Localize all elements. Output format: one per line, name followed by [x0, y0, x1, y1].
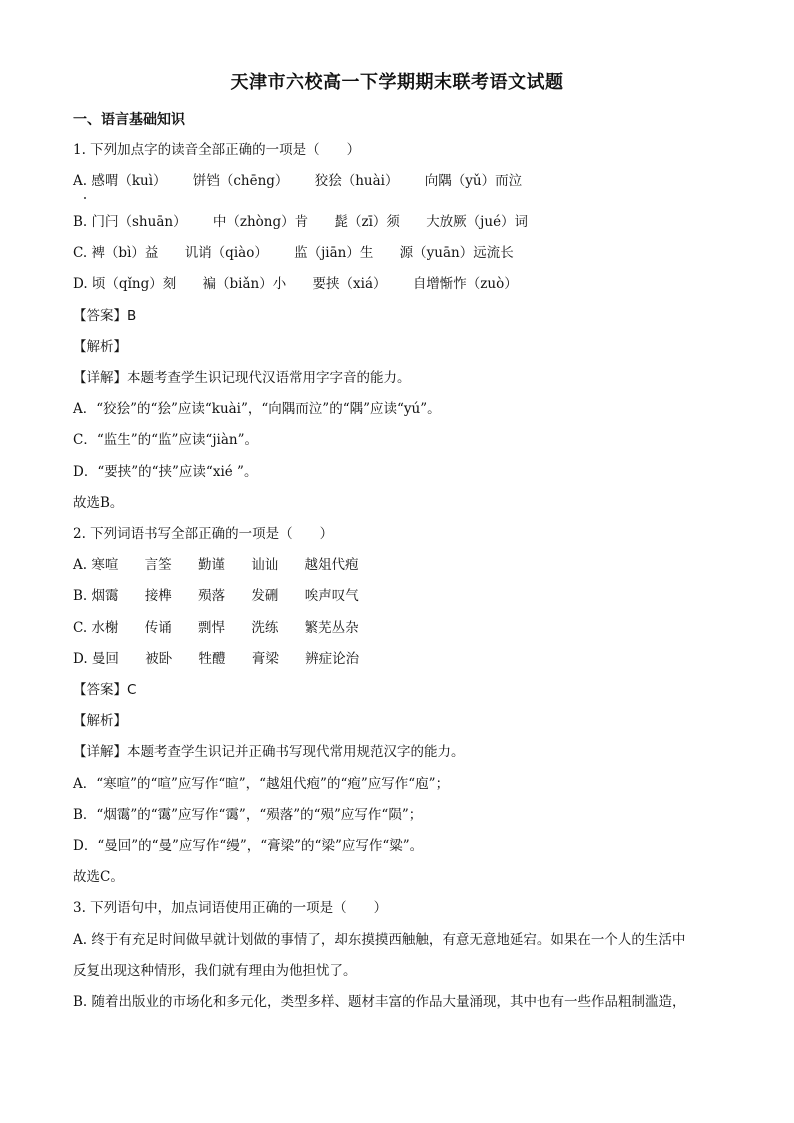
- q1-b-4: 大放厥（jué）词: [426, 214, 529, 230]
- q1-stem: 1. 下列加点字的读音全部正确的一项是（ ）: [73, 142, 361, 158]
- q3-option-a-line1: A. 终于有充足时间做早就计划做的事情了，却东摸摸西触触，有意无意地延宕。如果在一个人的生活中: [73, 932, 686, 948]
- q1-a-4: 向隅（yǔ）而泣: [424, 173, 523, 189]
- q1-d-2: 褊（biǎn）小: [202, 276, 287, 292]
- q1-b-3: 髭（zī）须: [334, 214, 400, 230]
- q2-conclusion: 故选C。: [73, 869, 124, 885]
- q2-stem: 2. 下列词语书写全部正确的一项是（ ）: [73, 526, 334, 542]
- q1-b-1: B. 门闩（shuān）: [73, 214, 187, 230]
- q2-d-4: 膏梁: [251, 651, 279, 667]
- q1-option-b: [73, 213, 528, 231]
- q2-a-4: 讪讪: [251, 557, 279, 573]
- q1-b-2: 中（zhòng）肯: [212, 214, 309, 230]
- q2-explanation-b: B．“烟霭”的“霭”应写作“霭”，“殒落”的“殒”应写作“陨”；: [73, 807, 423, 823]
- q2-c-2: 传诵: [144, 620, 172, 636]
- q3-stem: 3. 下列语句中，加点词语使用正确的一项是（ ）: [73, 900, 388, 916]
- q2-a-3: 勤谨: [197, 557, 225, 573]
- q2-option-c: [73, 619, 359, 637]
- q1-d-3: 要挟（xiá）: [312, 276, 387, 292]
- q1-analysis-label: 【解析】: [73, 339, 127, 355]
- q2-explanation-a: A．“寒喧”的“喧”应写作“暄”，“越俎代疱”的“疱”应写作“庖”；: [73, 776, 450, 792]
- q2-analysis-label: 【解析】: [73, 713, 127, 729]
- q2-detail: 【详解】本题考查学生识记并正确书写现代常用规范汉字的能力。: [73, 744, 465, 760]
- q1-d-1: D. 顷（qǐng）刻: [73, 276, 177, 292]
- q2-b-4: 发硎: [251, 588, 279, 604]
- q2-b-2: 接榫: [144, 588, 172, 604]
- q1-explanation-a: A．“狡狯”的“狯”应读“kuài”，“向隅而泣”的“隅”应读“yú”。: [73, 401, 441, 417]
- q2-d-3: 牲醴: [198, 651, 226, 667]
- q1-a-2: 饼铛（chēng）: [192, 173, 289, 189]
- q2-a-2: 言筌: [144, 557, 172, 573]
- q1-answer: 【答案】B: [73, 308, 137, 324]
- q2-c-5: 繁芜丛杂: [304, 620, 359, 636]
- section-heading: 一、语言基础知识: [73, 112, 185, 128]
- q2-d-5: 辨症论治: [305, 651, 360, 667]
- q1-c-1: C. 裨（bì）益: [73, 245, 159, 261]
- q1-conclusion: 故选B。: [73, 495, 124, 511]
- q2-option-a: [73, 556, 359, 574]
- q1-a-1: A. 感喟（kuì）: [73, 173, 167, 189]
- q1-c-2: 讥诮（qiào）: [184, 245, 268, 261]
- page-title: 天津市六校高一下学期期末联考语文试题: [230, 72, 564, 93]
- q1-option-d: [73, 275, 518, 293]
- q3-option-a-line2: 反复出现这种情形，我们就有理由为他担忧了。: [73, 963, 357, 979]
- q2-b-5: 唉声叹气: [304, 588, 359, 604]
- q1-d-4: 自增惭怍（zuò）: [412, 276, 518, 292]
- q1-c-3: 监（jiān）生: [294, 245, 374, 261]
- q2-c-3: 剽悍: [198, 620, 226, 636]
- q2-a-1: A. 寒喧: [73, 557, 119, 573]
- q2-explanation-d: D．“曼回”的“曼”应写作“缦”，“膏梁”的“梁”应写作“粱”。: [73, 838, 424, 854]
- q2-d-1: D. 曼回: [73, 651, 119, 667]
- q3-option-b-line1: B. 随着出版业的市场化和多元化，类型多样、题材丰富的作品大量涌现，其中也有一些作品粗制滥造，: [73, 994, 686, 1010]
- emphasis-dot: [84, 197, 86, 199]
- q2-b-1: B. 烟霭: [73, 588, 119, 604]
- q2-a-5: 越俎代疱: [304, 557, 359, 573]
- q2-option-d: [73, 650, 359, 668]
- q2-b-3: 殒落: [198, 588, 226, 604]
- q2-c-4: 洗练: [251, 620, 279, 636]
- q1-a-3: 狡狯（huài）: [314, 173, 399, 189]
- q1-option-a: [73, 172, 522, 190]
- q1-explanation-c: C．“监生”的“监”应读“jiàn”。: [73, 432, 258, 448]
- q1-explanation-d: D．“要挟”的“挟”应读“xié ”。: [73, 464, 258, 480]
- q1-detail: 【详解】本题考查学生识记现代汉语常用字字音的能力。: [73, 370, 411, 386]
- q2-option-b: [73, 587, 359, 605]
- q1-c-4: 源（yuān）远流长: [399, 245, 514, 261]
- q1-option-c: [73, 244, 514, 262]
- q2-d-2: 被卧: [145, 651, 173, 667]
- q2-answer: 【答案】C: [73, 682, 137, 698]
- q2-c-1: C. 水榭: [73, 620, 119, 636]
